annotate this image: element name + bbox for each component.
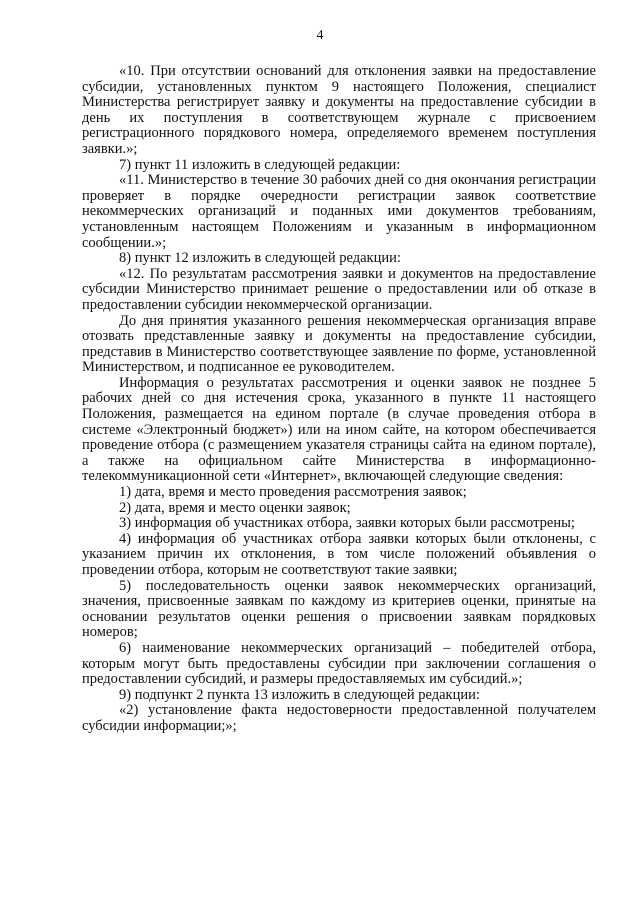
paragraph-withdrawal: До дня принятия указанного решения некоммерческая организация вправе отозвать представленные заявку и документы на предоставление субсидии, представив в Министерство соответствующее заявление по форме, установленной Министерством, и подписанное ее руководителем. <box>82 312 596 376</box>
paragraph-amend-7: 7) пункт 11 изложить в следующей редакции: <box>119 156 401 173</box>
paragraph-item-12: «12. По результатам рассмотрения заявки и документов на предоставление субсидии Министерство принимает решение о предоставлении или об отказе в предоставлении субсидии некоммерческой организации. <box>82 265 596 313</box>
paragraph-results-info: Информация о результатах рассмотрения и оценки заявок не позднее 5 рабочих дней со дня истечения срока, указанного в пункте 11 настоящего Положения, размещается на едином портале (в случае проведения отбора в системе «Электронный бюджет») или на ином сайте, на котором обеспечивается проведение отбора (с размещением указателя страницы сайта на едином портале), а также на официальном сайте Министерства в информационно-телекоммуникационной сети «Интернет», включающей следующие сведения: <box>82 374 596 485</box>
paragraph-amend-8: 8) пункт 12 изложить в следующей редакции: <box>119 250 401 267</box>
list-item-3: 3) информация об участниках отбора, заявки которых были рассмотрены; <box>119 515 575 532</box>
list-item-5: 5) последовательность оценки заявок некоммерческих организаций, значения, присвоенные заявкам по каждому из критериев оценки, принятые на основании результатов оценки решения о присвоении заявкам порядковых номеров; <box>82 577 596 641</box>
list-item-6: 6) наименование некоммерческих организаций – победителей отбора, которым могут быть предоставлены субсидии при заключении соглашения о предоставлении субсидий, и размеры предоставляемых им субсидий.»; <box>82 639 596 688</box>
paragraph-item-10: «10. При отсутствии оснований для отклонения заявки на предоставление субсидии, установленных пунктом 9 настоящего Положения, специалист Министерства регистрирует заявку и документы на предоставление субсидии в день их поступления в соответствующем журнале с присвоением регистрационного порядкового номера, определяемого временем поступления заявки.»; <box>82 63 596 157</box>
list-item-2: 2) дата, время и место оценки заявок; <box>119 499 351 516</box>
page-number: 4 <box>316 28 324 43</box>
paragraph-subitem-2: «2) установление факта недостоверности предоставленной получателем субсидии информации;»; <box>82 702 596 734</box>
list-item-1: 1) дата, время и место проведения рассмотрения заявок; <box>119 484 467 501</box>
document-body <box>82 64 596 735</box>
paragraph-item-11: «11. Министерство в течение 30 рабочих дней со дня окончания регистрации проверяет в порядке очередности регистрации заявок соответствие некоммерческих организаций и поданных ими документов требованиям, установленным настоящем Положениям и указанным в информационном сообщении.»; <box>82 172 596 251</box>
list-item-4: 4) информация об участниках отбора заявки которых были отклонены, с указанием причин их отклонения, в том числе положений объявления о проведении отбора, которым не соответствуют такие заявки; <box>82 530 596 578</box>
paragraph-amend-9: 9) подпункт 2 пункта 13 изложить в следующей редакции: <box>119 686 480 703</box>
